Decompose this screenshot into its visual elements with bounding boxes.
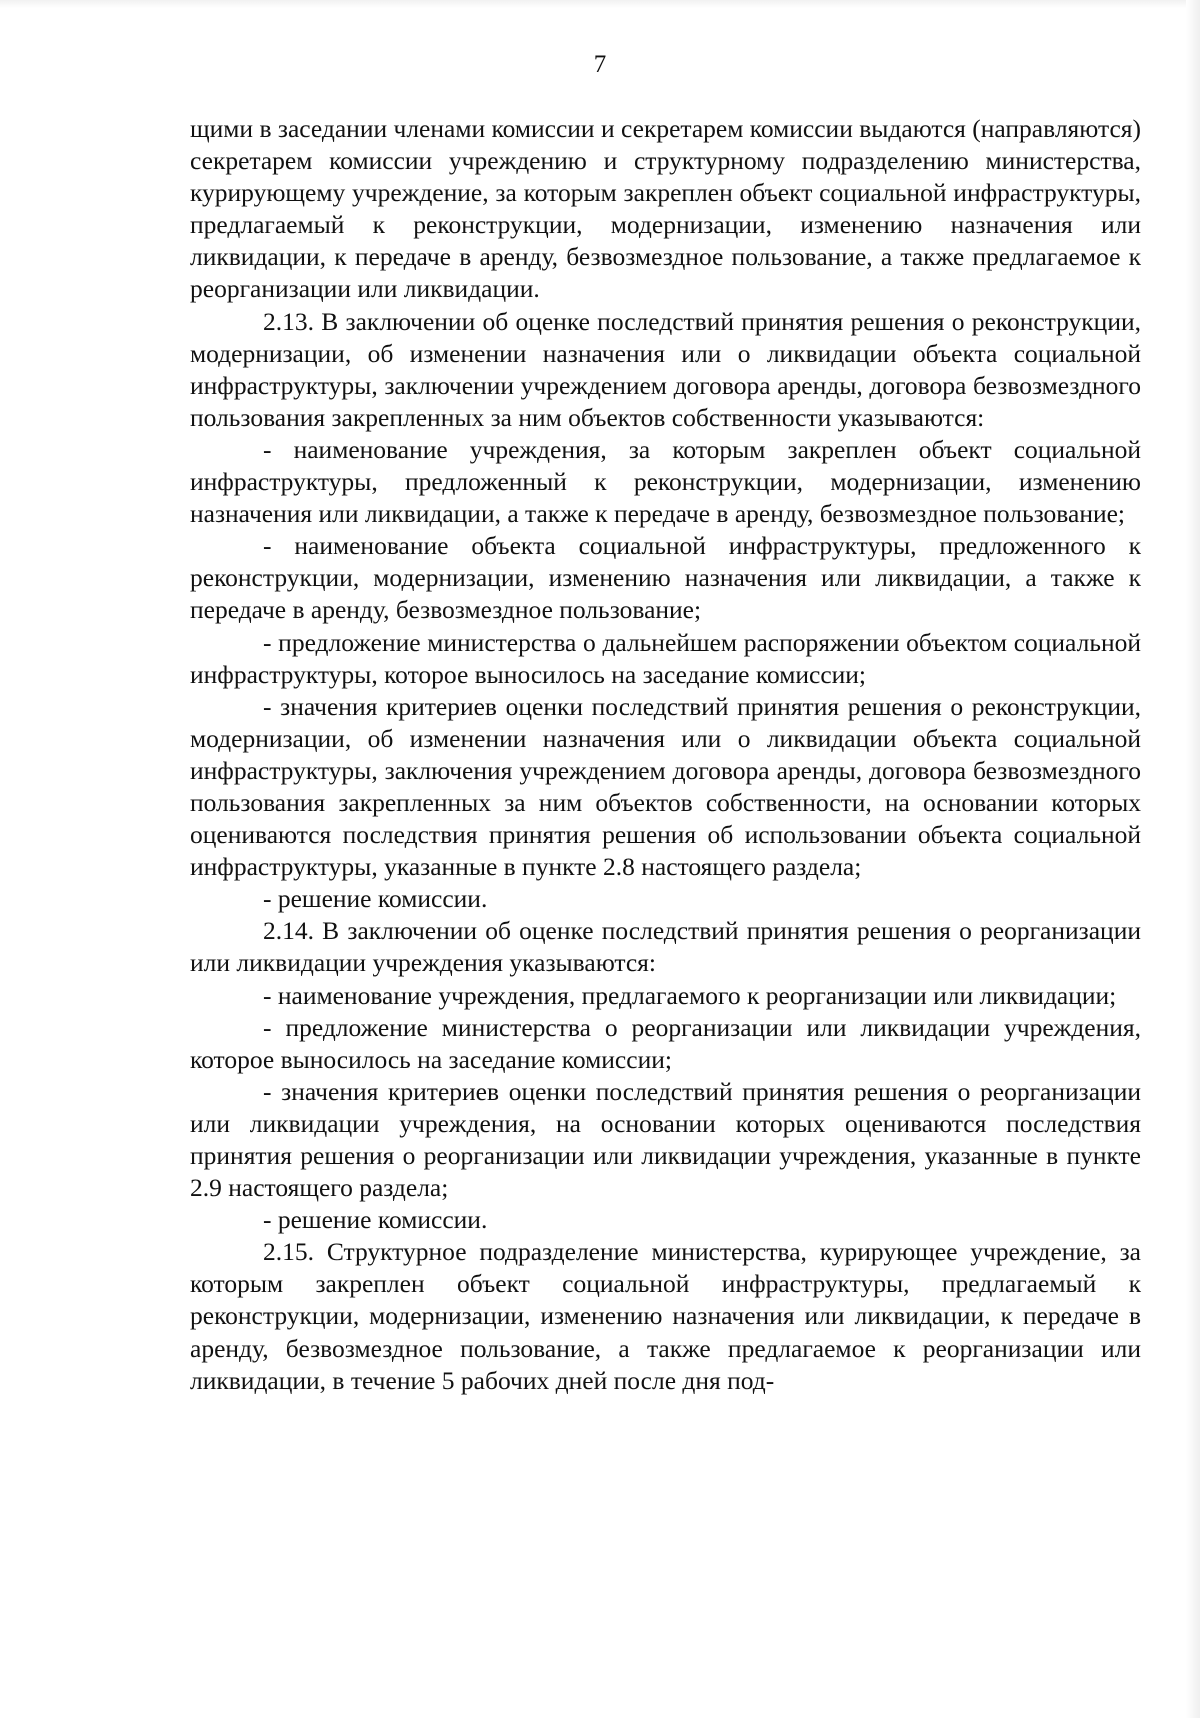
list-item-criteria-values: - значения критериев оценки последствий принятия решения о реконструкции, модернизации, об изменении назначения или о ликвидации объекта социальной инфраструктуры, заключения учреждением договора аренды, договора безвозмездного пользования закрепленных за ним объектов собственности, на основании которых оцениваются последствия принятия решения об использовании объекта социальной инфраструктуры, указанные в пункте 2.8 настоящего раздела; [190, 691, 1141, 882]
list-item-institution-name-reorg: - наименование учреждения, предлагаемого к реорганизации или ликвидации; [263, 980, 1117, 1010]
list-item-object-name: - наименование объекта социальной инфраструктуры, предложенного к реконструкции, модернизации, изменению назначения или ликвидации, а также к передаче в аренду, безвозмездное пользование; [190, 531, 1141, 625]
list-item-ministry-proposal-reorg: - предложение министерства о реорганизации или ликвидации учреждения, которое выносилось на заседание комиссии; [190, 1012, 1141, 1074]
document-body [190, 113, 1141, 1397]
list-item-commission-decision-reorg: - решение комиссии. [263, 1205, 488, 1235]
list-item-commission-decision: - решение комиссии. [263, 884, 488, 914]
paragraph-continuation: щими в заседании членами комиссии и секретарем комиссии выдаются (направляются) секретарем комиссии учреждению и структурному подразделению министерства, курирующему учреждение, за которым закреплен объект социальной инфраструктуры, предлагаемый к реконструкции, модернизации, изменению назначения или ликвидации, к передаче в аренду, безвозмездное пользование, а также предлагаемое к реорганизации или ликвидации. [190, 114, 1141, 304]
scan-edge-right [1186, 0, 1200, 1718]
list-item-institution-name: - наименование учреждения, за которым закреплен объект социальной инфраструктуры, предложенный к реконструкции, модернизации, изменению назначения или ликвидации, а также к передаче в аренду, безвозмездное пользование; [190, 434, 1141, 529]
paragraph-2-15: 2.15. Структурное подразделение министерства, курирующее учреждение, за которым закреплен объект социальной инфраструктуры, предлагаемый к реконструкции, модернизации, изменению назначения или ликвидации, к передаче в аренду, безвозмездное пользование, а также предлагаемое к реорганизации или ликвидации, в течение 5 рабочих дней после дня под- [190, 1237, 1141, 1395]
page-number: 7 [593, 51, 607, 78]
list-item-ministry-proposal: - предложение министерства о дальнейшем распоряжении объектом социальной инфраструктуры, которое выносилось на заседание комиссии; [190, 627, 1141, 689]
paragraph-2-13: 2.13. В заключении об оценке последствий принятия решения о реконструкции, модернизации, об изменении назначения или о ликвидации объекта социальной инфраструктуры, заключении учреждением договора аренды, договора безвозмездного пользования закрепленных за ним объектов собственности указываются: [190, 306, 1141, 432]
scan-edge-top [0, 0, 1200, 8]
list-item-criteria-values-reorg: - значения критериев оценки последствий принятия решения о реорганизации или ликвидации учреждения, на основании которых оцениваются последствия принятия решения о реорганизации или ликвидации учреждения, указанные в пункте 2.9 настоящего раздела; [190, 1076, 1141, 1203]
paragraph-2-14: 2.14. В заключении об оценке последствий принятия решения о реорганизации или ликвидации учреждения указываются: [190, 916, 1141, 978]
